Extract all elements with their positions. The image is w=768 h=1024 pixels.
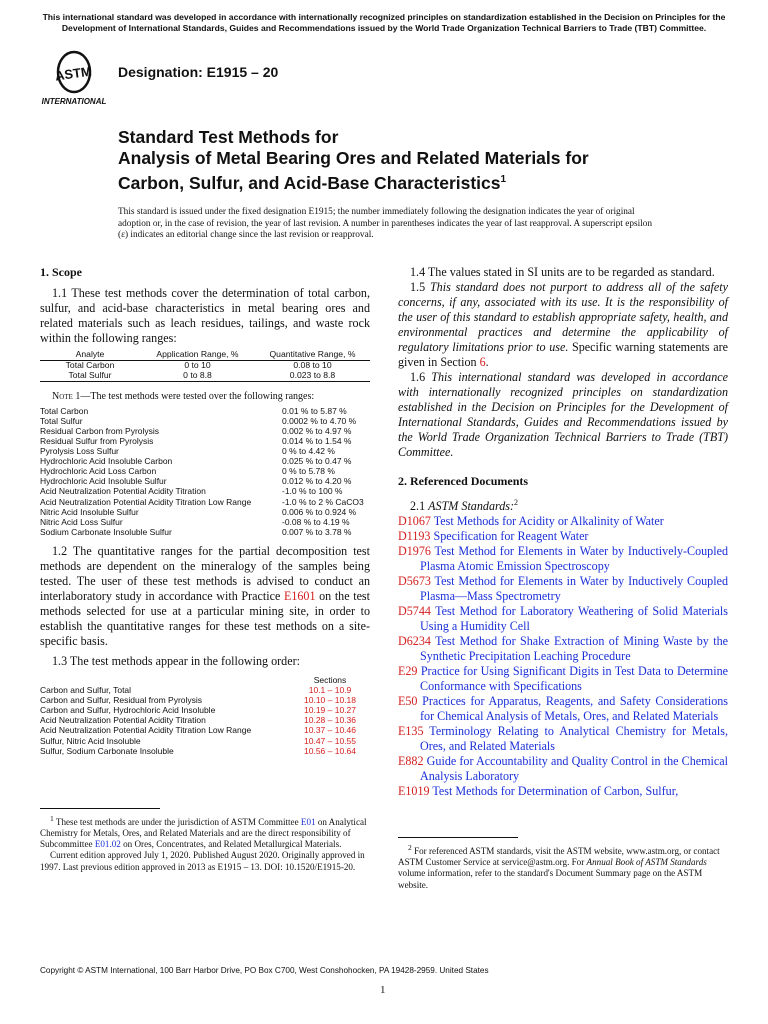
section-title: Carbon and Sulfur, Residual from Pyrolysis bbox=[40, 695, 203, 706]
range-cell: Total Carbon bbox=[65, 359, 115, 370]
tested-range-value: 0.007 % to 3.78 % bbox=[282, 526, 352, 537]
standard-code-link[interactable]: E882 bbox=[398, 754, 424, 769]
section-range-link[interactable]: 10.47 – 10.55 bbox=[304, 735, 356, 746]
tested-range-analyte: Hydrochloric Acid Loss Carbon bbox=[40, 466, 157, 477]
standard-title-link[interactable]: Terminology Relating to Analytical Chemistry for Metals, Ores, and Related Materials bbox=[420, 724, 728, 754]
standard-title-link[interactable]: Practices for Apparatus, Reagents, and Safety Considerations for Chemical Analysis of Metals, Ores, and Related Materials bbox=[417, 694, 728, 724]
tested-ranges-table bbox=[40, 406, 370, 537]
standard-title-link[interactable]: Test Method for Shake Extraction of Mining Waste by the Synthetic Precipitation Leaching Procedure bbox=[420, 634, 728, 664]
standard-code-link[interactable]: D1067 bbox=[398, 514, 431, 529]
designation-intro: This standard is issued under the fixed designation E1915; the number immediately following the designation indicates the year of original adoption or, in the case of revision, the year of last revision. A number in parentheses indicates the year of last reapproval. A superscript epsilon (ε) indicates an editorial change since the last revision or reapproval. bbox=[118, 207, 653, 241]
tested-range-row bbox=[40, 406, 370, 416]
tested-range-value: -1.0 % to 100 % bbox=[282, 486, 343, 497]
para-1-5-label: 1.5 bbox=[410, 280, 430, 294]
para-2-1-label: 2.1 bbox=[410, 499, 429, 514]
tested-range-row bbox=[40, 436, 370, 446]
footnote-1-text: These test methods are under the jurisdiction of ASTM Committee bbox=[53, 816, 301, 827]
referenced-item bbox=[398, 724, 728, 754]
designation: Designation: E1915 – 20 bbox=[118, 64, 279, 80]
para-1-6-label: 1.6 bbox=[410, 370, 432, 384]
title-line-1: Standard Test Methods for bbox=[118, 127, 339, 147]
para-1-3: 1.3 The test methods appear in the following order: bbox=[52, 653, 300, 668]
footnote-2 bbox=[398, 842, 728, 891]
tested-range-value: 0.014 % to 1.54 % bbox=[282, 436, 352, 446]
copyright-footer: Copyright © ASTM International, 100 Barr Harbor Drive, PO Box C700, West Conshohocken, PA 19428-2959. United States bbox=[40, 966, 489, 975]
tested-range-analyte: Hydrochloric Acid Insoluble Carbon bbox=[40, 456, 173, 467]
section-range-link[interactable]: 10.19 – 10.27 bbox=[304, 705, 356, 716]
link-e01[interactable]: E01 bbox=[300, 816, 316, 827]
referenced-item bbox=[398, 754, 728, 784]
section-range-link[interactable]: 10.10 – 10.18 bbox=[304, 695, 356, 706]
standard-title-link[interactable]: Specification for Reagent Water bbox=[430, 529, 589, 544]
sections-header: Sections bbox=[313, 674, 347, 685]
note-label: Note 1 bbox=[52, 390, 81, 402]
section-row bbox=[40, 715, 370, 725]
section-row bbox=[40, 725, 370, 735]
standard-title-link[interactable]: Test Methods for Determination of Carbon, Sulfur, bbox=[429, 784, 679, 799]
standard-code-link[interactable]: E1019 bbox=[398, 784, 430, 799]
footnote-rule-left bbox=[40, 808, 160, 809]
title-line-3: Carbon, Sulfur, and Acid-Base Characteristics bbox=[118, 172, 501, 193]
standard-title-link[interactable]: Test Method for Elements in Water by Inductively-Coupled Plasma Atomic Emission Spectroscopy bbox=[420, 544, 728, 574]
standard-code-link[interactable]: E135 bbox=[398, 724, 424, 739]
range-header-quantitative: Quantitative Range, % bbox=[255, 350, 370, 360]
referenced-item bbox=[398, 544, 728, 574]
note-1 bbox=[40, 391, 370, 403]
tested-range-analyte: Nitric Acid Insoluble Sulfur bbox=[40, 506, 139, 517]
tested-range-value: 0.006 % to 0.924 % bbox=[282, 506, 357, 517]
referenced-item bbox=[398, 634, 728, 664]
footnote-1-mark: 1 bbox=[50, 813, 54, 823]
document-title bbox=[118, 127, 589, 194]
link-section-6[interactable]: 6 bbox=[479, 355, 486, 369]
tested-range-value: 0 % to 4.42 % bbox=[282, 446, 335, 457]
footnote-2-mark: 2 bbox=[408, 843, 412, 852]
footnote-rule-right bbox=[398, 837, 518, 838]
para-1-5-italic: This standard does not purport to address all of the safety concerns, if any, associated with its use. It is the responsibility of the user of this standard to establish appropriate safety, health, and environmental practices and determine the applicability of regulatory limitations prior to use. bbox=[398, 280, 728, 354]
tested-range-analyte: Acid Neutralization Potential Acidity Titration Low Range bbox=[40, 496, 252, 507]
para-2-1 bbox=[398, 495, 728, 514]
footnote-1-text-c: on Ores, Concentrates, and Related Metallurgical Materials. bbox=[120, 839, 342, 850]
tested-range-row bbox=[40, 476, 370, 486]
referenced-item bbox=[398, 574, 728, 604]
referenced-documents-heading: 2. Referenced Documents bbox=[398, 474, 529, 488]
tested-range-value: 0.002 % to 4.97 % bbox=[282, 425, 352, 436]
tested-range-analyte: Residual Carbon from Pyrolysis bbox=[40, 425, 160, 436]
tested-range-analyte: Total Carbon bbox=[40, 405, 89, 416]
standard-code-link[interactable]: E50 bbox=[398, 694, 418, 709]
footnote-2-text: For referenced ASTM standards, visit the ASTM website, www.astm.org, or contact ASTM Customer Service at service@astm.org. For bbox=[398, 846, 720, 868]
range-cell: 0.023 to 8.8 bbox=[255, 371, 370, 381]
section-range-link[interactable]: 10.56 – 10.64 bbox=[304, 745, 356, 756]
tested-range-row bbox=[40, 456, 370, 466]
title-line-2: Analysis of Metal Bearing Ores and Related Materials for bbox=[118, 148, 589, 168]
referenced-item bbox=[398, 514, 728, 529]
tested-range-value: 0 % to 5.78 % bbox=[282, 466, 335, 477]
international-standard-notice: This international standard was developed in accordance with internationally recognized principles on standardization established in the Decision on Principles for the Development of International Standards, Guides and Recommendations issued by the World Trade Organization Technical Barriers to Trade (TBT) Committee. bbox=[42, 12, 726, 33]
section-range-link[interactable]: 10.28 – 10.36 bbox=[304, 715, 356, 726]
logo-astm-text: ASTM bbox=[54, 63, 93, 84]
footnote-1-edition: Current edition approved July 1, 2020. Published August 2020. Originally approved in 1997. Last previous edition approved in 2013 as E1915 – 13. DOI: 10.1520/E1915-20. bbox=[40, 850, 365, 872]
sections-table bbox=[40, 675, 370, 756]
tested-range-analyte: Total Sulfur bbox=[40, 415, 83, 426]
section-title: Carbon and Sulfur, Total bbox=[40, 685, 132, 696]
footnote-2-italic: Annual Book of ASTM Standards bbox=[586, 857, 707, 868]
section-row bbox=[40, 736, 370, 746]
standard-code-link[interactable]: D6234 bbox=[398, 634, 431, 649]
range-cell: 0 to 10 bbox=[184, 359, 211, 370]
referenced-list bbox=[398, 514, 728, 799]
tested-range-row bbox=[40, 486, 370, 496]
standard-code-link[interactable]: D5744 bbox=[398, 604, 431, 619]
footnote-2-block bbox=[398, 837, 728, 891]
footnote-1 bbox=[40, 813, 370, 851]
scope-heading: 1. Scope bbox=[40, 265, 82, 279]
tested-range-value: 0.025 % to 0.47 % bbox=[282, 456, 352, 467]
section-title: Acid Neutralization Potential Acidity Titration Low Range bbox=[40, 725, 252, 736]
section-range-link[interactable]: 10.1 – 10.9 bbox=[308, 685, 352, 696]
tested-range-value: -1.0 % to 2 % CaCO3 bbox=[282, 496, 364, 507]
para-1-5-end: . bbox=[485, 355, 489, 369]
tested-range-row bbox=[40, 466, 370, 476]
tested-range-analyte: Hydrochloric Acid Insoluble Sulfur bbox=[40, 476, 167, 487]
section-title: Sulfur, Sodium Carbonate Insoluble bbox=[40, 745, 174, 756]
para-1-2 bbox=[40, 544, 370, 649]
standard-title-link[interactable]: Practice for Using Significant Digits in Test Data to Determine Conformance with Specifications bbox=[417, 664, 728, 694]
range-cell: 0 to 8.8 bbox=[140, 371, 255, 381]
right-column bbox=[398, 265, 729, 890]
para-1-5 bbox=[398, 280, 728, 370]
section-row bbox=[40, 705, 370, 715]
standard-code-link[interactable]: D1193 bbox=[398, 529, 431, 544]
para-1-6 bbox=[398, 370, 728, 460]
title-footnote-mark: 1 bbox=[500, 174, 507, 185]
left-column bbox=[40, 265, 370, 873]
standard-title-link[interactable]: Test Method for Elements in Water by Inductively Coupled Plasma—Mass Spectrometry bbox=[420, 574, 728, 604]
standard-code-link[interactable]: E29 bbox=[398, 664, 418, 679]
para-1-6-italic: This international standard was developed in accordance with internationally recognized principles on standardization established in the Decision on Principles for the Development of International Standards, Guides and Recommendations issued by the World Trade Organization Technical Barriers to Trade (TBT) Committee. bbox=[398, 370, 729, 459]
tested-range-analyte: Residual Sulfur from Pyrolysis bbox=[40, 436, 154, 446]
astm-logo bbox=[40, 48, 112, 108]
tested-range-analyte: Pyrolysis Loss Sulfur bbox=[40, 446, 119, 457]
tested-range-analyte: Acid Neutralization Potential Acidity Titration bbox=[40, 486, 206, 497]
para-1-1: 1.1 These test methods cover the determination of total carbon, sulfur, and acid-base characteristics in metal bearing ores and related materials such as leach residues, tailings, and waste rock within the following ranges: bbox=[40, 286, 370, 345]
tested-range-row bbox=[40, 517, 370, 527]
tested-range-value: 0.0002 % to 4.70 % bbox=[282, 415, 357, 426]
range-cell: 0.08 to 10 bbox=[293, 359, 332, 370]
tested-range-analyte: Sodium Carbonate Insoluble Sulfur bbox=[40, 526, 172, 537]
section-title: Acid Neutralization Potential Acidity Titration bbox=[40, 715, 206, 726]
para-2-1-mark: 2 bbox=[514, 498, 519, 507]
footnote-1-text-b: on Analytical Chemistry for Metals, Ores, and Related Materials and are the direct responsibility of Subcommittee bbox=[40, 816, 367, 850]
tested-range-row bbox=[40, 426, 370, 436]
section-row bbox=[40, 746, 370, 756]
range-cell: Total Sulfur bbox=[40, 371, 140, 381]
para-1-2-text: 1.2 The quantitative ranges for the partial decomposition test methods are dependent on the mineralogy of the samples being tested. The user of these test methods is advised to conduct an interlaboratory study in accordance with Practice bbox=[40, 543, 370, 603]
section-row bbox=[40, 685, 370, 695]
note-text: —The test methods were tested over the following ranges: bbox=[80, 390, 315, 402]
standard-title-link[interactable]: Test Method for Laboratory Weathering of Solid Materials Using a Humidity Cell bbox=[420, 604, 728, 634]
section-range-link[interactable]: 10.37 – 10.46 bbox=[304, 725, 356, 736]
link-e1601[interactable]: E1601 bbox=[283, 588, 316, 603]
standard-code-link[interactable]: D5673 bbox=[398, 574, 431, 589]
para-1-2-text-end: on the test methods selected for use at a particular mining site, in order to establish the quantitative ranges for these test methods on a site-specific basis. bbox=[40, 588, 370, 648]
referenced-item bbox=[398, 529, 728, 544]
footnote-2-text-b: volume information, refer to the standard's Document Summary page on the ASTM website. bbox=[398, 868, 703, 890]
section-row bbox=[40, 695, 370, 705]
tested-range-value: 0.01 % to 5.87 % bbox=[282, 405, 347, 416]
referenced-item bbox=[398, 604, 728, 634]
referenced-item bbox=[398, 664, 728, 694]
referenced-item bbox=[398, 694, 728, 724]
standard-title-link[interactable]: Test Methods for Acidity or Alkalinity of Water bbox=[430, 514, 664, 529]
para-1-4: 1.4 The values stated in SI units are to be regarded as standard. bbox=[410, 265, 715, 279]
logo-international-text: INTERNATIONAL bbox=[41, 97, 107, 106]
range-header-analyte: Analyte bbox=[40, 350, 140, 360]
tested-range-value: -0.08 % to 4.19 % bbox=[282, 516, 350, 527]
tested-range-row bbox=[40, 446, 370, 456]
standard-code-link[interactable]: D1976 bbox=[398, 544, 431, 559]
tested-range-row bbox=[40, 507, 370, 517]
section-title: Sulfur, Nitric Acid Insoluble bbox=[40, 735, 141, 746]
link-e01-02[interactable]: E01.02 bbox=[94, 839, 121, 850]
range-header-application: Application Range, % bbox=[140, 350, 255, 360]
page-number: 1 bbox=[380, 984, 386, 996]
tested-range-row bbox=[40, 416, 370, 426]
tested-range-analyte: Nitric Acid Loss Sulfur bbox=[40, 516, 123, 527]
tested-range-row bbox=[40, 527, 370, 537]
para-2-1-italic: ASTM Standards: bbox=[428, 499, 515, 514]
section-title: Carbon and Sulfur, Hydrochloric Acid Insoluble bbox=[40, 705, 216, 716]
range-table bbox=[40, 350, 370, 382]
standard-title-link[interactable]: Guide for Accountability and Quality Control in the Chemical Analysis Laboratory bbox=[420, 754, 728, 784]
tested-range-value: 0.012 % to 4.20 % bbox=[282, 476, 352, 487]
tested-range-row bbox=[40, 497, 370, 507]
para-1-5-tail: Specific warning statements are given in Section bbox=[398, 340, 728, 369]
referenced-item bbox=[398, 784, 728, 799]
